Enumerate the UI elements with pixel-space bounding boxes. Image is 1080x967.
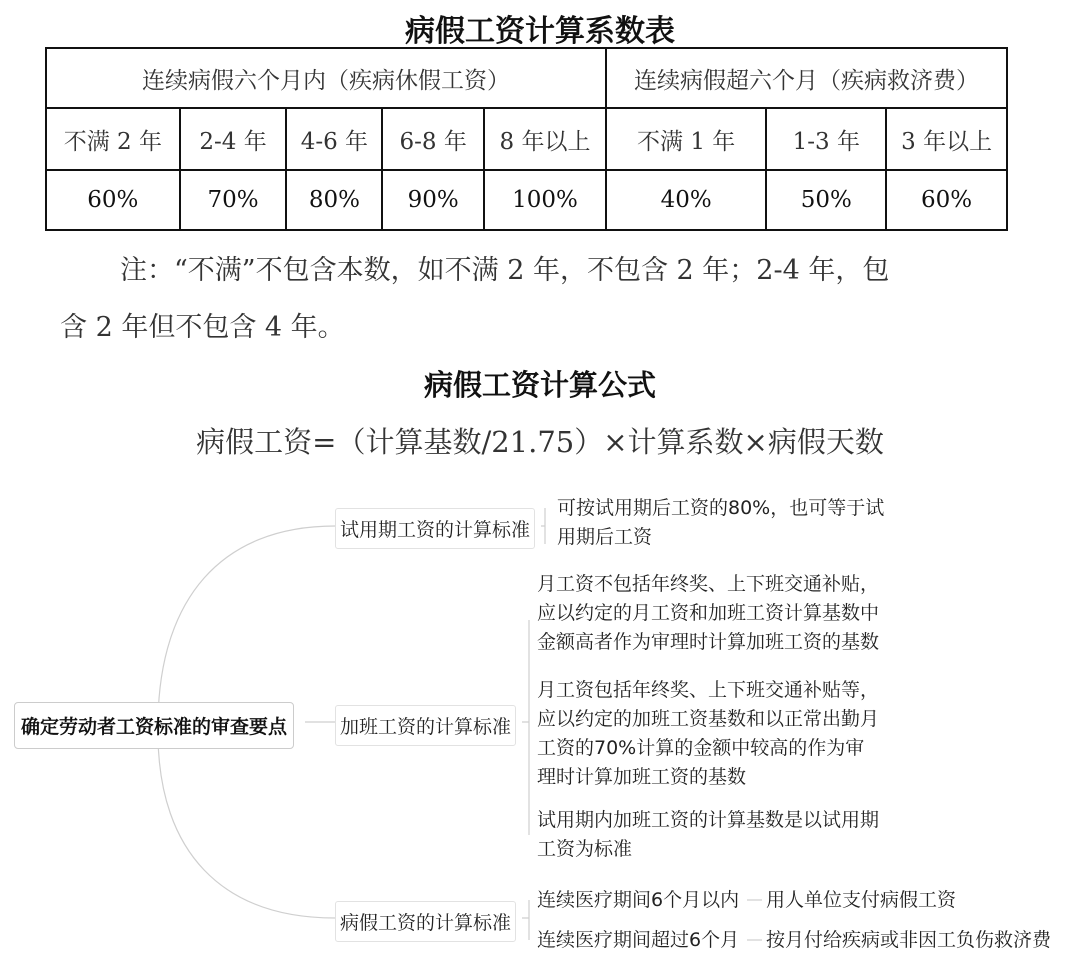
leaf-line: 工资的70%计算的金额中较高的作为审 (537, 737, 865, 759)
connector-root-branch-1 (158, 526, 335, 720)
leaf-line: 金额高者作为审理时计算加班工资的基数 (537, 631, 880, 653)
group-header-within-six-months: 连续病假六个月内（疾病休假工资） (46, 48, 606, 108)
leaf-sick-condition-1: 连续医疗期间6个月以内 (537, 889, 740, 911)
leaf-sick-result-2: 按月付给疾病或非因工负伤救济费 (766, 929, 1052, 951)
branch-sick-leave-wage: 病假工资的计算标准 (335, 901, 516, 942)
connector-root-branch-3 (158, 738, 335, 918)
note-line-1: 注：“不满”不包含本数，如不满 2 年，不包含 2 年；2-4 年，包 (120, 255, 890, 286)
leaf-overtime-2 (537, 676, 879, 792)
rate-cell: 90% (382, 170, 484, 230)
period-cell: 2-4 年 (180, 108, 287, 170)
period-cell: 不满 1 年 (606, 108, 767, 170)
table-title: 病假工资计算系数表 (405, 14, 675, 49)
leaf-sick-result-1: 用人单位支付病假工资 (766, 889, 957, 911)
period-cell: 8 年以上 (484, 108, 606, 170)
leaf-line: 试用期内加班工资的计算基数是以试用期 (537, 809, 880, 831)
leaf-sick-condition-2: 连续医疗期间超过6个月 (537, 929, 740, 951)
formula: 病假工资=（计算基数/21.75）×计算系数×病假天数 (196, 425, 884, 459)
leaf-line: 理时计算加班工资的基数 (537, 766, 747, 788)
leaf-line: 应以约定的月工资和加班工资计算基数中 (537, 602, 880, 624)
leaf-overtime-3 (537, 806, 879, 864)
formula-title: 病假工资计算公式 (423, 368, 656, 402)
connector-branch-1-leaf (541, 508, 545, 544)
leaf-line: 可按试用期后工资的80%，也可等于试 (557, 497, 885, 519)
note-line-2: 含 2 年但不包含 4 年。 (60, 312, 345, 343)
leaf-line: 月工资包括年终奖、上下班交通补贴等， (537, 679, 880, 701)
leaf-line: 用期后工资 (557, 526, 653, 548)
period-cell: 1-3 年 (766, 108, 886, 170)
rate-cell: 60% (46, 170, 180, 230)
rate-cell: 60% (886, 170, 1007, 230)
rate-cell: 50% (766, 170, 886, 230)
leaf-line: 工资为标准 (537, 838, 633, 860)
rate-cell: 80% (286, 170, 382, 230)
group-header-over-six-months: 连续病假超六个月（疾病救济费） (606, 48, 1007, 108)
leaf-line: 月工资不包括年终奖、上下班交通补贴， (537, 573, 880, 595)
rate-cell: 100% (484, 170, 606, 230)
leaf-line: 应以约定的加班工资基数和以正常出勤月 (537, 708, 880, 730)
period-cell: 3 年以上 (886, 108, 1007, 170)
period-cell: 6-8 年 (382, 108, 484, 170)
connector-branch-3-leaves (522, 900, 529, 940)
branch-probation-wage: 试用期工资的计算标准 (335, 508, 535, 549)
mindmap-root: 确定劳动者工资标准的审查要点 (14, 702, 294, 749)
period-cell: 不满 2 年 (46, 108, 180, 170)
rate-cell: 70% (180, 170, 287, 230)
period-cell: 4-6 年 (286, 108, 382, 170)
connector-branch-2-leaves (522, 620, 529, 835)
branch-overtime-wage: 加班工资的计算标准 (335, 705, 516, 746)
rate-cell: 40% (606, 170, 767, 230)
leaf-probation (557, 494, 884, 552)
leaf-overtime-1 (537, 570, 879, 657)
